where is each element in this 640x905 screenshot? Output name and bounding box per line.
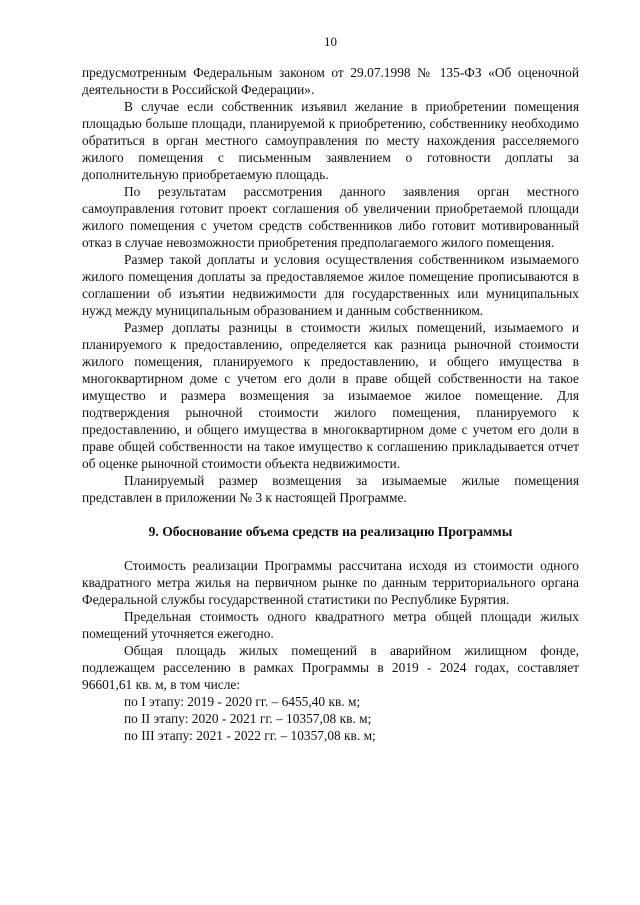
paragraph-3: По результатам рассмотрения данного заявления орган местного самоуправления готовит проект соглашения об увеличении приобретаемой площади жилого помещения с учетом средств собственников либо готовит мотивированный отказ в случае невозможности приобретения предполагаемого жилого помещения. bbox=[82, 184, 579, 250]
page-number: 10 bbox=[324, 34, 337, 49]
paragraph-9: Общая площадь жилых помещений в аварийном жилищном фонде, подлежащем расселению в рамках Программы в 2019 - 2024 годах, составляет 96601,61 кв. м, в том числе: bbox=[82, 643, 579, 692]
paragraph-4: Размер такой доплаты и условия осуществления собственником изымаемого жилого помещения доплаты за предоставляемое жилое помещение прописываются в соглашении об изъятии недвижимости для государственных или муниципальных нужд между муниципальным образованием и данным собственником. bbox=[82, 252, 579, 318]
paragraph-6: Планируемый размер возмещения за изымаемые жилые помещения представлен в приложении № 3 к настоящей Программе. bbox=[82, 473, 579, 505]
paragraph-7: Стоимость реализации Программы рассчитана исходя из стоимости одного квадратного метра жилья на первичном рынке по данным территориального органа Федеральной службы государственной статистики по Республике Бурятия. bbox=[82, 558, 579, 607]
paragraph-2: В случае если собственник изъявил желание в приобретении помещения площадью больше площади, планируемой к приобретению, собственнику необходимо обратиться в орган местного самоуправления по месту нахождения расселяемого жилого помещения с письменным заявлением о готовности доплаты за дополнительную приобретаемую площадь. bbox=[82, 99, 579, 182]
stage-item-2: по II этапу: 2020 - 2021 гг. – 10357,08 кв. м; bbox=[124, 711, 372, 726]
document-page bbox=[82, 34, 579, 744]
stage-item-3: по III этапу: 2021 - 2022 гг. – 10357,08 кв. м; bbox=[124, 728, 376, 743]
section-heading: 9. Обоснование объема средств на реализацию Программы bbox=[148, 524, 513, 539]
paragraph-8: Предельная стоимость одного квадратного метра общей площади жилых помещений уточняется ежегодно. bbox=[82, 609, 579, 641]
paragraph-5: Размер доплаты разницы в стоимости жилых помещений, изымаемого и планируемого к предоставлению, определяется как разница рыночной стоимости жилого помещения, планируемого к предоставлению, и общего имущества в многоквартирном доме с учетом его доли в праве общей собственности на такое имущество и размера возмещения за изымаемое жилое помещение. Для подтверждения рыночной стоимости жилого помещения, планируемого к предоставлению, и общего имущества в многоквартирном доме с учетом его доли в праве общей собственности на такое имущество к соглашению прикладывается отчет об оценке рыночной стоимости объекта недвижимости. bbox=[82, 320, 579, 471]
paragraph-1: предусмотренным Федеральным законом от 29.07.1998 № 135-ФЗ «Об оценочной деятельности в Российской Федерации». bbox=[82, 65, 579, 97]
stage-item-1: по I этапу: 2019 - 2020 гг. – 6455,40 кв. м; bbox=[124, 694, 361, 709]
